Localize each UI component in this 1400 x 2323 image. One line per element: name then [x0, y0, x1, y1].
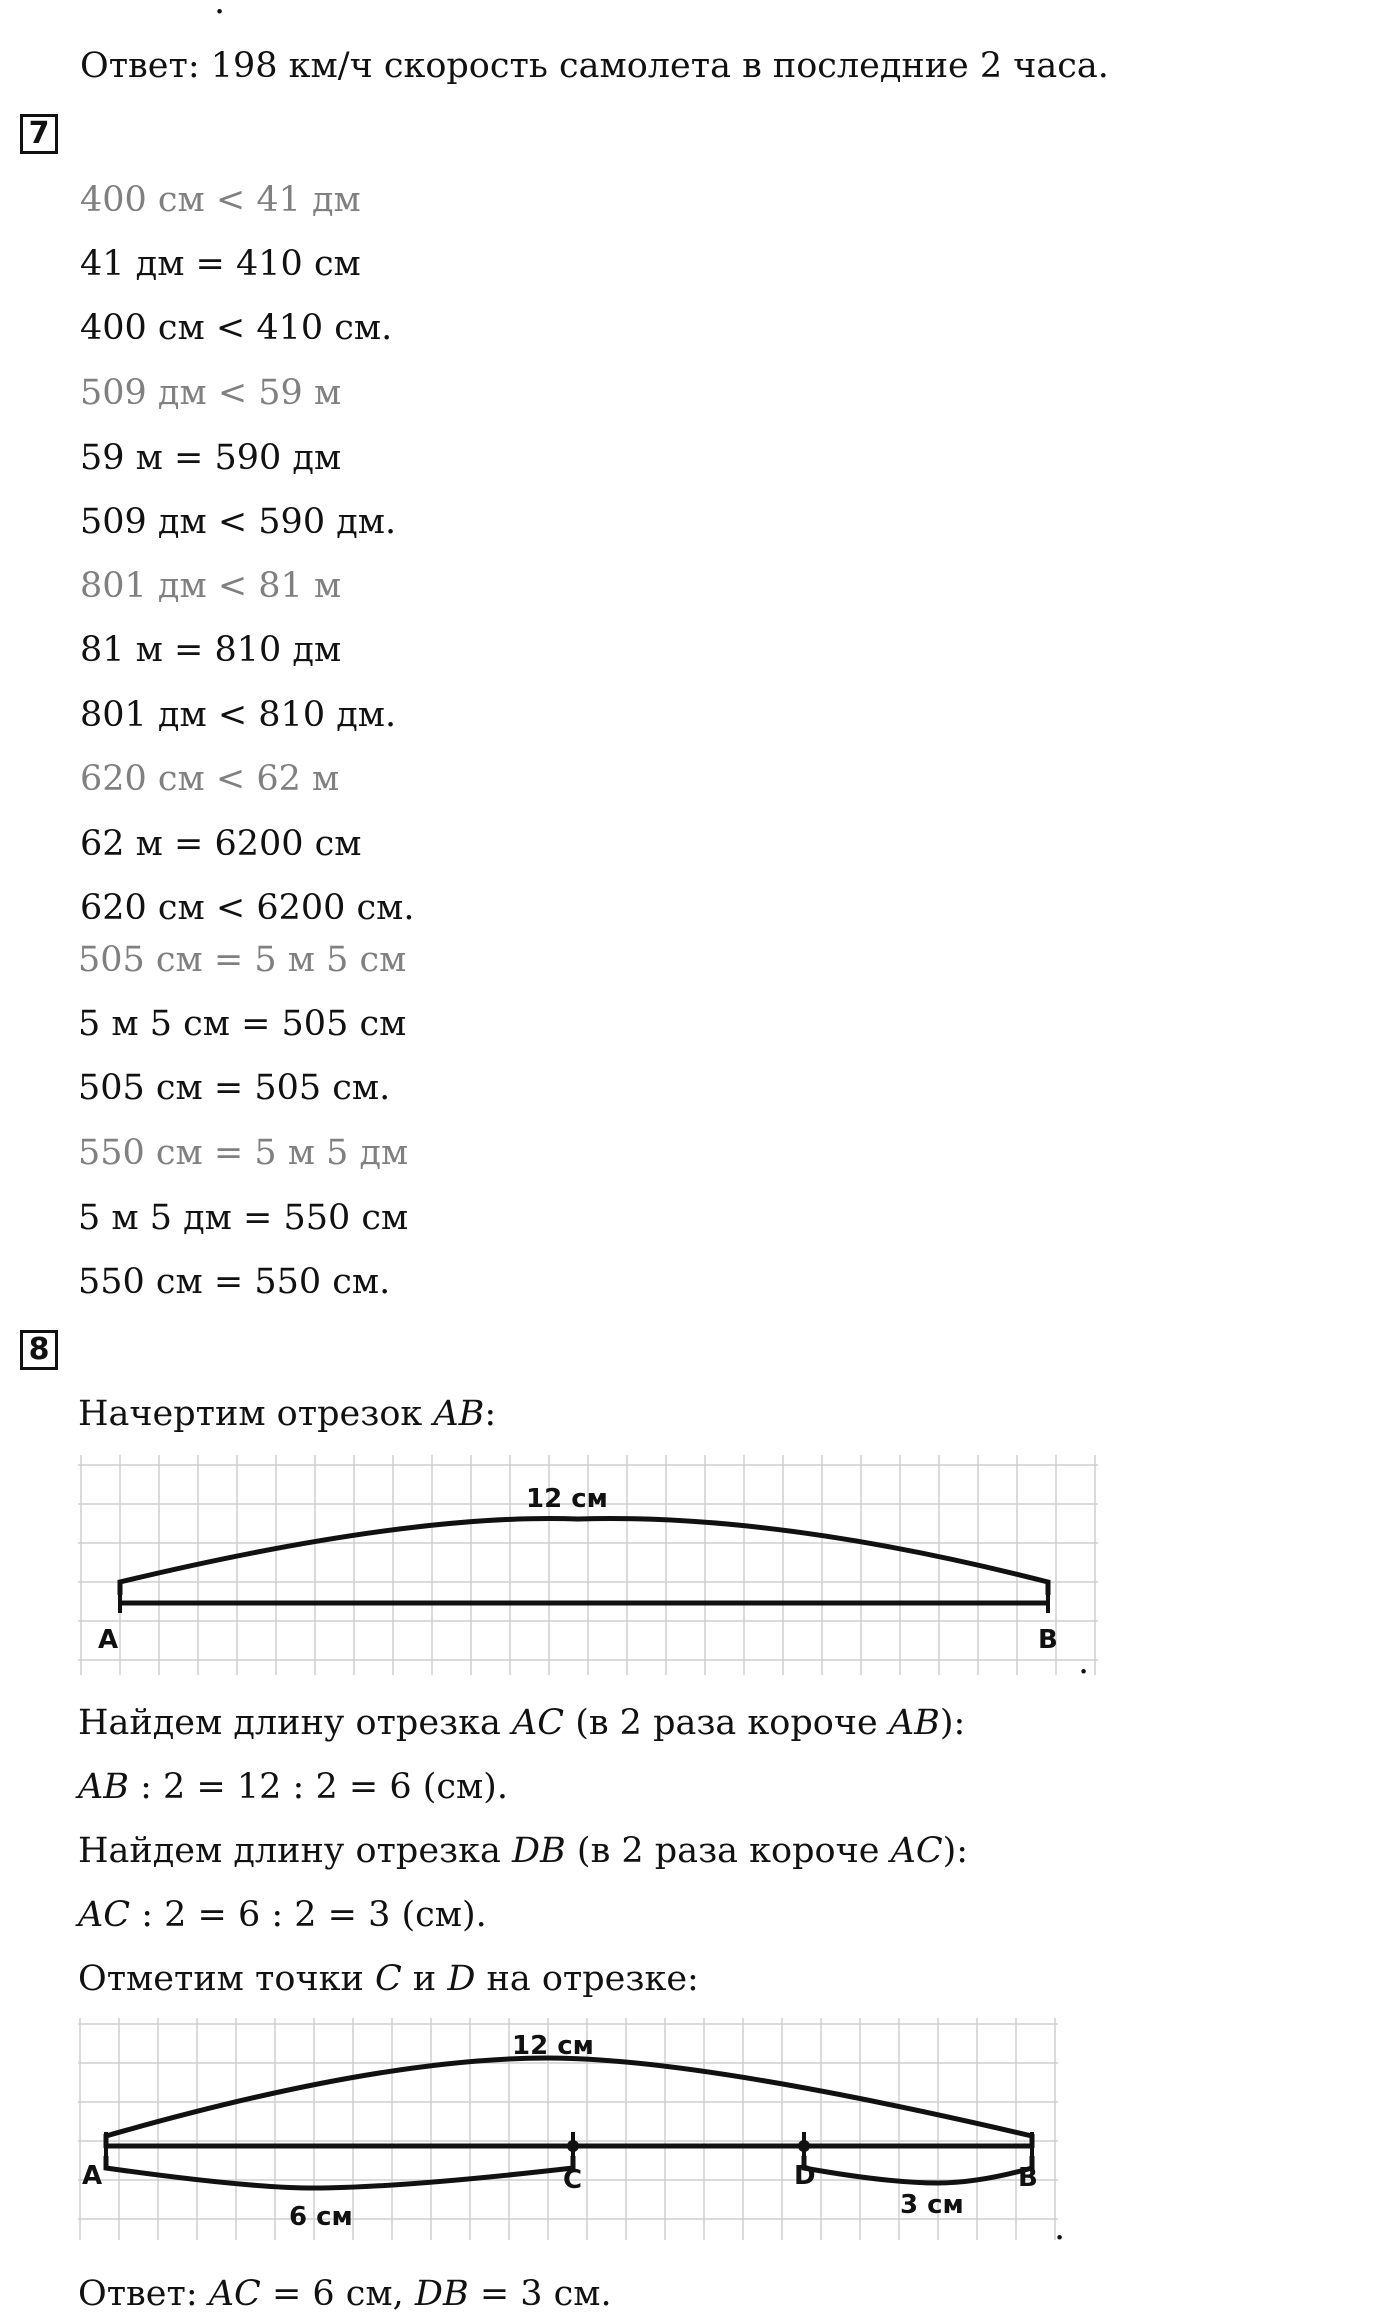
conversion-line: 62 м = 6200 см	[80, 824, 362, 864]
conversion-line: 81 м = 810 дм	[80, 630, 342, 670]
comparison-line: 400 см < 41 дм	[80, 180, 361, 220]
total-length-brace	[106, 2058, 1032, 2148]
comparison-line: 801 дм < 81 м	[80, 566, 342, 606]
find-ac-text	[78, 1701, 965, 1745]
segment-ab: AB	[78, 1767, 129, 1807]
text-part: : 2 = 6 : 2 = 3 (см).	[130, 1895, 487, 1935]
result-line: 620 см < 6200 см.	[80, 888, 415, 928]
point-c: C	[374, 1959, 402, 1999]
result-line: 509 дм < 590 дм.	[80, 502, 397, 542]
draw-ab-text	[78, 1392, 496, 1436]
point-b-label: B	[1018, 2163, 1038, 2193]
find-db-text	[78, 1829, 968, 1873]
text-part: Найдем длину отрезка	[78, 1831, 512, 1871]
point-b-label: B	[1038, 1625, 1058, 1655]
segment-ab: AB	[888, 1703, 940, 1743]
db-length-label: 3 см	[900, 2190, 964, 2220]
text-part: Ответ:	[78, 2274, 209, 2314]
length-brace	[120, 1519, 1048, 1595]
result-line: 550 см = 550 см.	[78, 1262, 391, 1302]
text-part: Отметим точки	[78, 1959, 375, 1999]
text-part: = 3 см.	[468, 2274, 612, 2314]
comparison-line: 620 см < 62 м	[80, 759, 340, 799]
text-part: : 2 = 12 : 2 = 6 (см).	[129, 1767, 508, 1807]
segment-ac: AC	[208, 2274, 261, 2314]
point-d-label: D	[794, 2161, 816, 2191]
text-part: = 6 см,	[260, 2274, 415, 2314]
text-part: Найдем длину отрезка	[78, 1703, 512, 1743]
text-part: (в 2 раза короче	[565, 1831, 891, 1871]
ac-brace	[106, 2156, 573, 2188]
calc-ac-text	[78, 1765, 508, 1809]
figure-svg	[78, 1455, 1098, 1675]
answer-task8	[78, 2272, 612, 2316]
db-brace	[804, 2156, 1032, 2183]
segment-figure-ab	[78, 1455, 1098, 1675]
conversion-line: 5 м 5 дм = 550 см	[78, 1198, 409, 1238]
point-a-label: A	[82, 2161, 103, 2191]
segment-ac: AC	[512, 1703, 565, 1743]
segment-db: DB	[512, 1831, 566, 1871]
answer-task6: Ответ: 198 км/ч скорость самолета в последние 2 часа.	[80, 46, 1109, 86]
result-line: 505 см = 505 см.	[78, 1068, 391, 1108]
point-d-dot	[798, 2140, 810, 2152]
mark-cd-text	[78, 1957, 699, 2001]
calc-db-text	[78, 1893, 487, 1937]
point-c-dot	[567, 2140, 579, 2152]
task-number-7: 7	[20, 114, 58, 154]
text-part: и	[401, 1959, 448, 1999]
length-label: 12 см	[526, 1484, 608, 1514]
point-a-label: A	[98, 1625, 119, 1655]
text-part: ):	[942, 1831, 969, 1871]
segment-db: DB	[414, 2274, 469, 2314]
segment-ac: AC	[890, 1831, 943, 1871]
figure-trail-dot: .	[1078, 1642, 1090, 1682]
point-c-label: C	[563, 2165, 583, 2195]
text-part: на отрезке:	[475, 1959, 699, 1999]
text-part: Начертим отрезок	[78, 1394, 434, 1434]
segment-figure-acdb	[78, 2018, 1078, 2240]
result-line: 400 см < 410 см.	[80, 308, 393, 348]
conversion-line: 5 м 5 см = 505 см	[78, 1004, 407, 1044]
text-part: ):	[939, 1703, 966, 1743]
total-length-label: 12 см	[512, 2031, 594, 2061]
top-dot: .	[214, 0, 226, 22]
result-line: 801 дм < 810 дм.	[80, 695, 397, 735]
figure-svg	[78, 2018, 1078, 2240]
conversion-line: 41 дм = 410 см	[80, 244, 361, 284]
point-d: D	[447, 1959, 476, 1999]
figure-trail-dot: .	[1054, 2208, 1066, 2248]
text-part: (в 2 раза короче	[564, 1703, 889, 1743]
task-number-8: 8	[20, 1330, 58, 1370]
ac-length-label: 6 см	[289, 2202, 353, 2232]
segment-ac: AC	[78, 1895, 131, 1935]
comparison-line: 550 см = 5 м 5 дм	[78, 1133, 409, 1173]
comparison-line: 509 дм < 59 м	[80, 373, 342, 413]
comparison-line: 505 см = 5 м 5 см	[78, 940, 407, 980]
text-part: :	[484, 1394, 497, 1434]
conversion-line: 59 м = 590 дм	[80, 438, 342, 478]
segment-ab: AB	[433, 1394, 485, 1434]
